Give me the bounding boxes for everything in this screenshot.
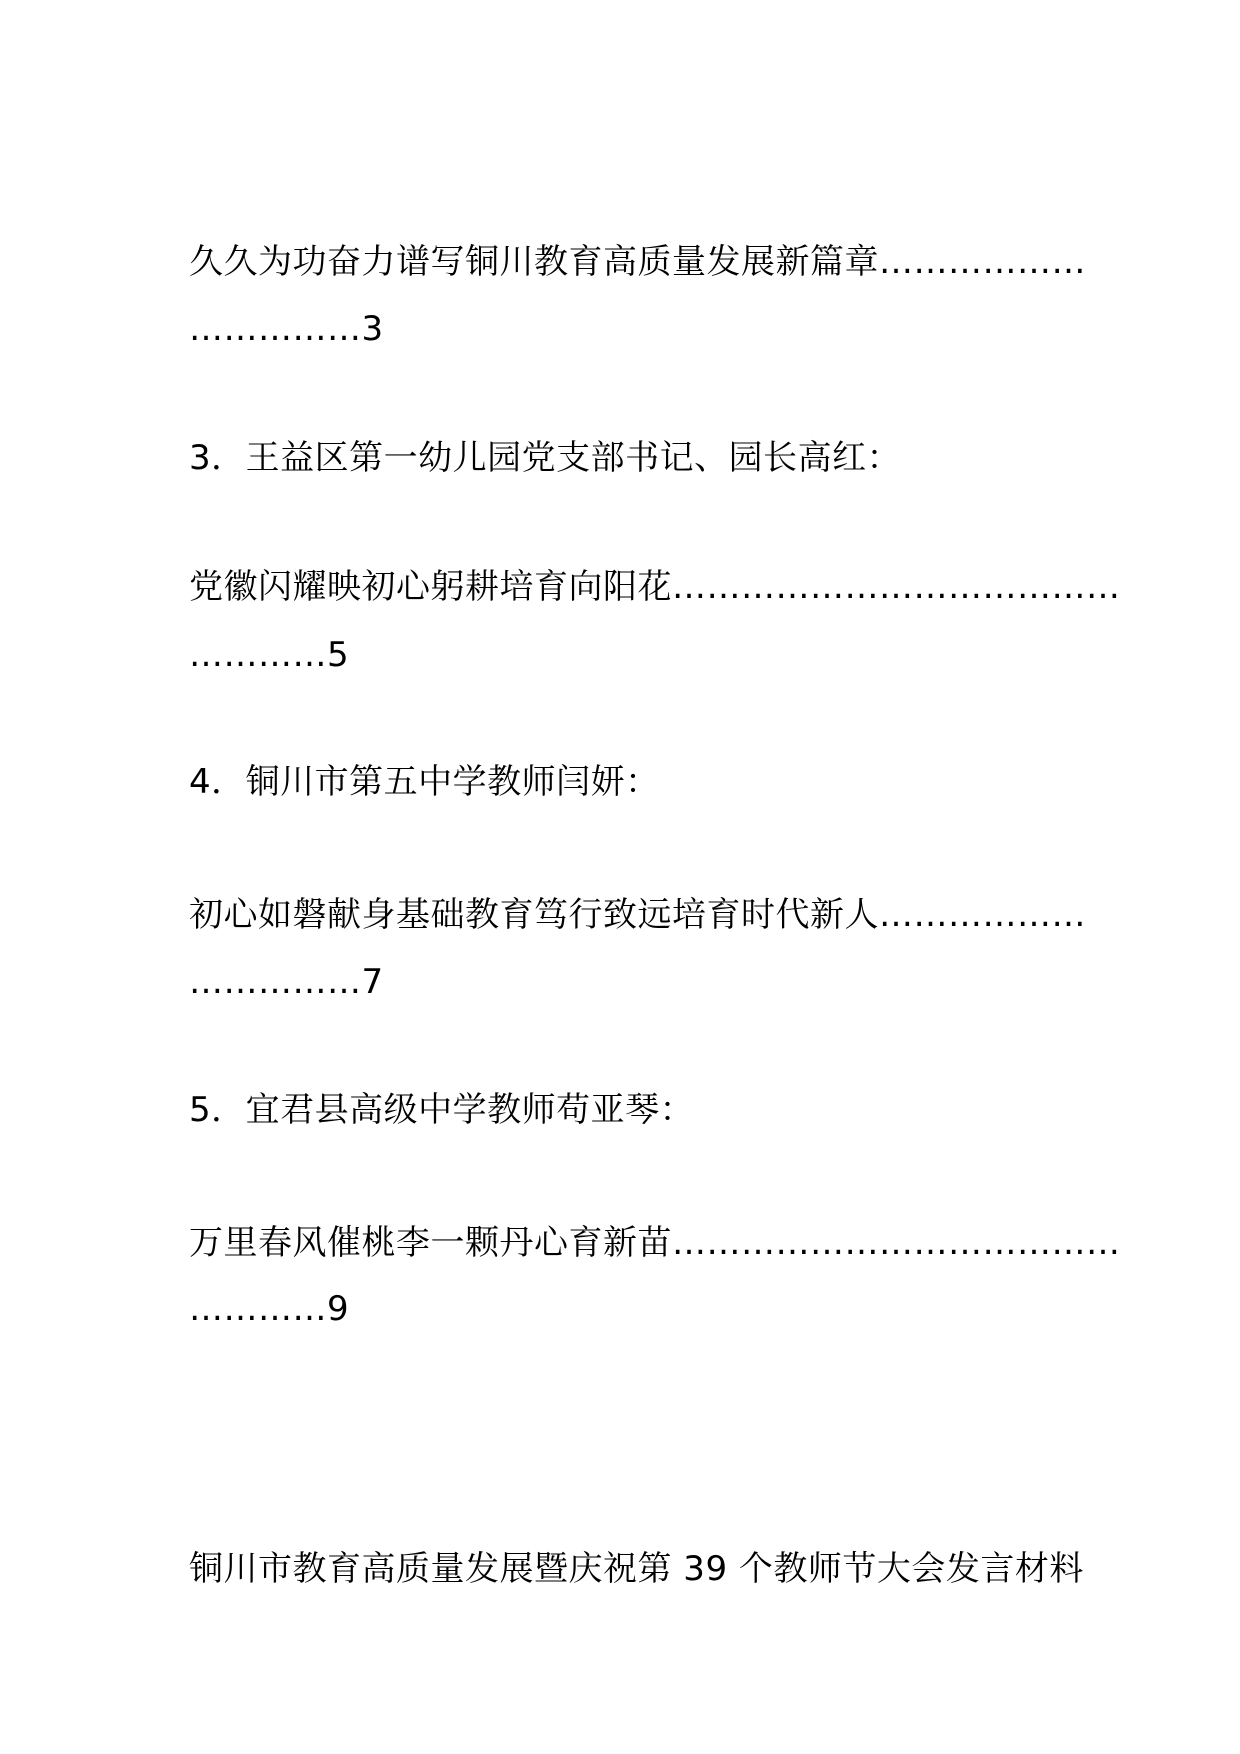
toc-entry-4-heading: 5．宜君县高级中学教师苟亚琴： [189,1090,695,1130]
toc-entry-2-title-text: 党徽闪耀映初心躬耕培育向阳花 [189,567,672,607]
toc-entry-2-title [189,565,1121,609]
toc-entry-4-leader: ………………………………… [672,1223,1121,1263]
toc-entry-3-title-text: 初心如磐献身基础教育笃行致远培育时代新人 [189,895,879,935]
toc-entry-3-heading: 4．铜川市第五中学教师闫妍： [189,762,660,802]
toc-entry-2-leader: ………………………………… [672,567,1121,607]
toc-entry-3-page-number: 7 [361,962,384,1002]
toc-entry-4-leader-continued: ………… [189,1289,327,1329]
toc-entry-3-leader: ……………… [879,895,1086,935]
toc-entry-1-title [189,240,1086,284]
toc-entry-1-page-line [189,307,1059,351]
toc-entry-4-page-line [189,1287,1059,1331]
toc-entry-2-page-line [189,633,1059,677]
toc-entry-1-page-number: 3 [361,309,384,349]
toc-entry-4-title-text: 万里春风催桃李一颗丹心育新苗 [189,1223,672,1263]
toc-entry-1-title-text: 久久为功奋力谱写铜川教育高质量发展新篇章 [189,242,879,282]
toc-entry-3-title [189,893,1086,937]
toc-entry-2-page-number: 5 [327,635,350,675]
toc-entry-3-page-line [189,960,1059,1004]
toc-entry-3-leader-continued: …………… [189,962,362,1002]
document-title: 铜川市教育高质量发展暨庆祝第 39 个教师节大会发言材料 [189,1549,1084,1589]
toc-entry-1-leader: ……………… [879,242,1086,282]
toc-entry-4-page-number: 9 [327,1289,350,1329]
toc-entry-2-heading: 3．王益区第一幼儿园党支部书记、园长高红： [189,438,902,478]
toc-entry-2-leader-continued: ………… [189,635,327,675]
toc-entry-4-title [189,1221,1121,1265]
toc-entry-1-leader-continued: …………… [189,309,362,349]
